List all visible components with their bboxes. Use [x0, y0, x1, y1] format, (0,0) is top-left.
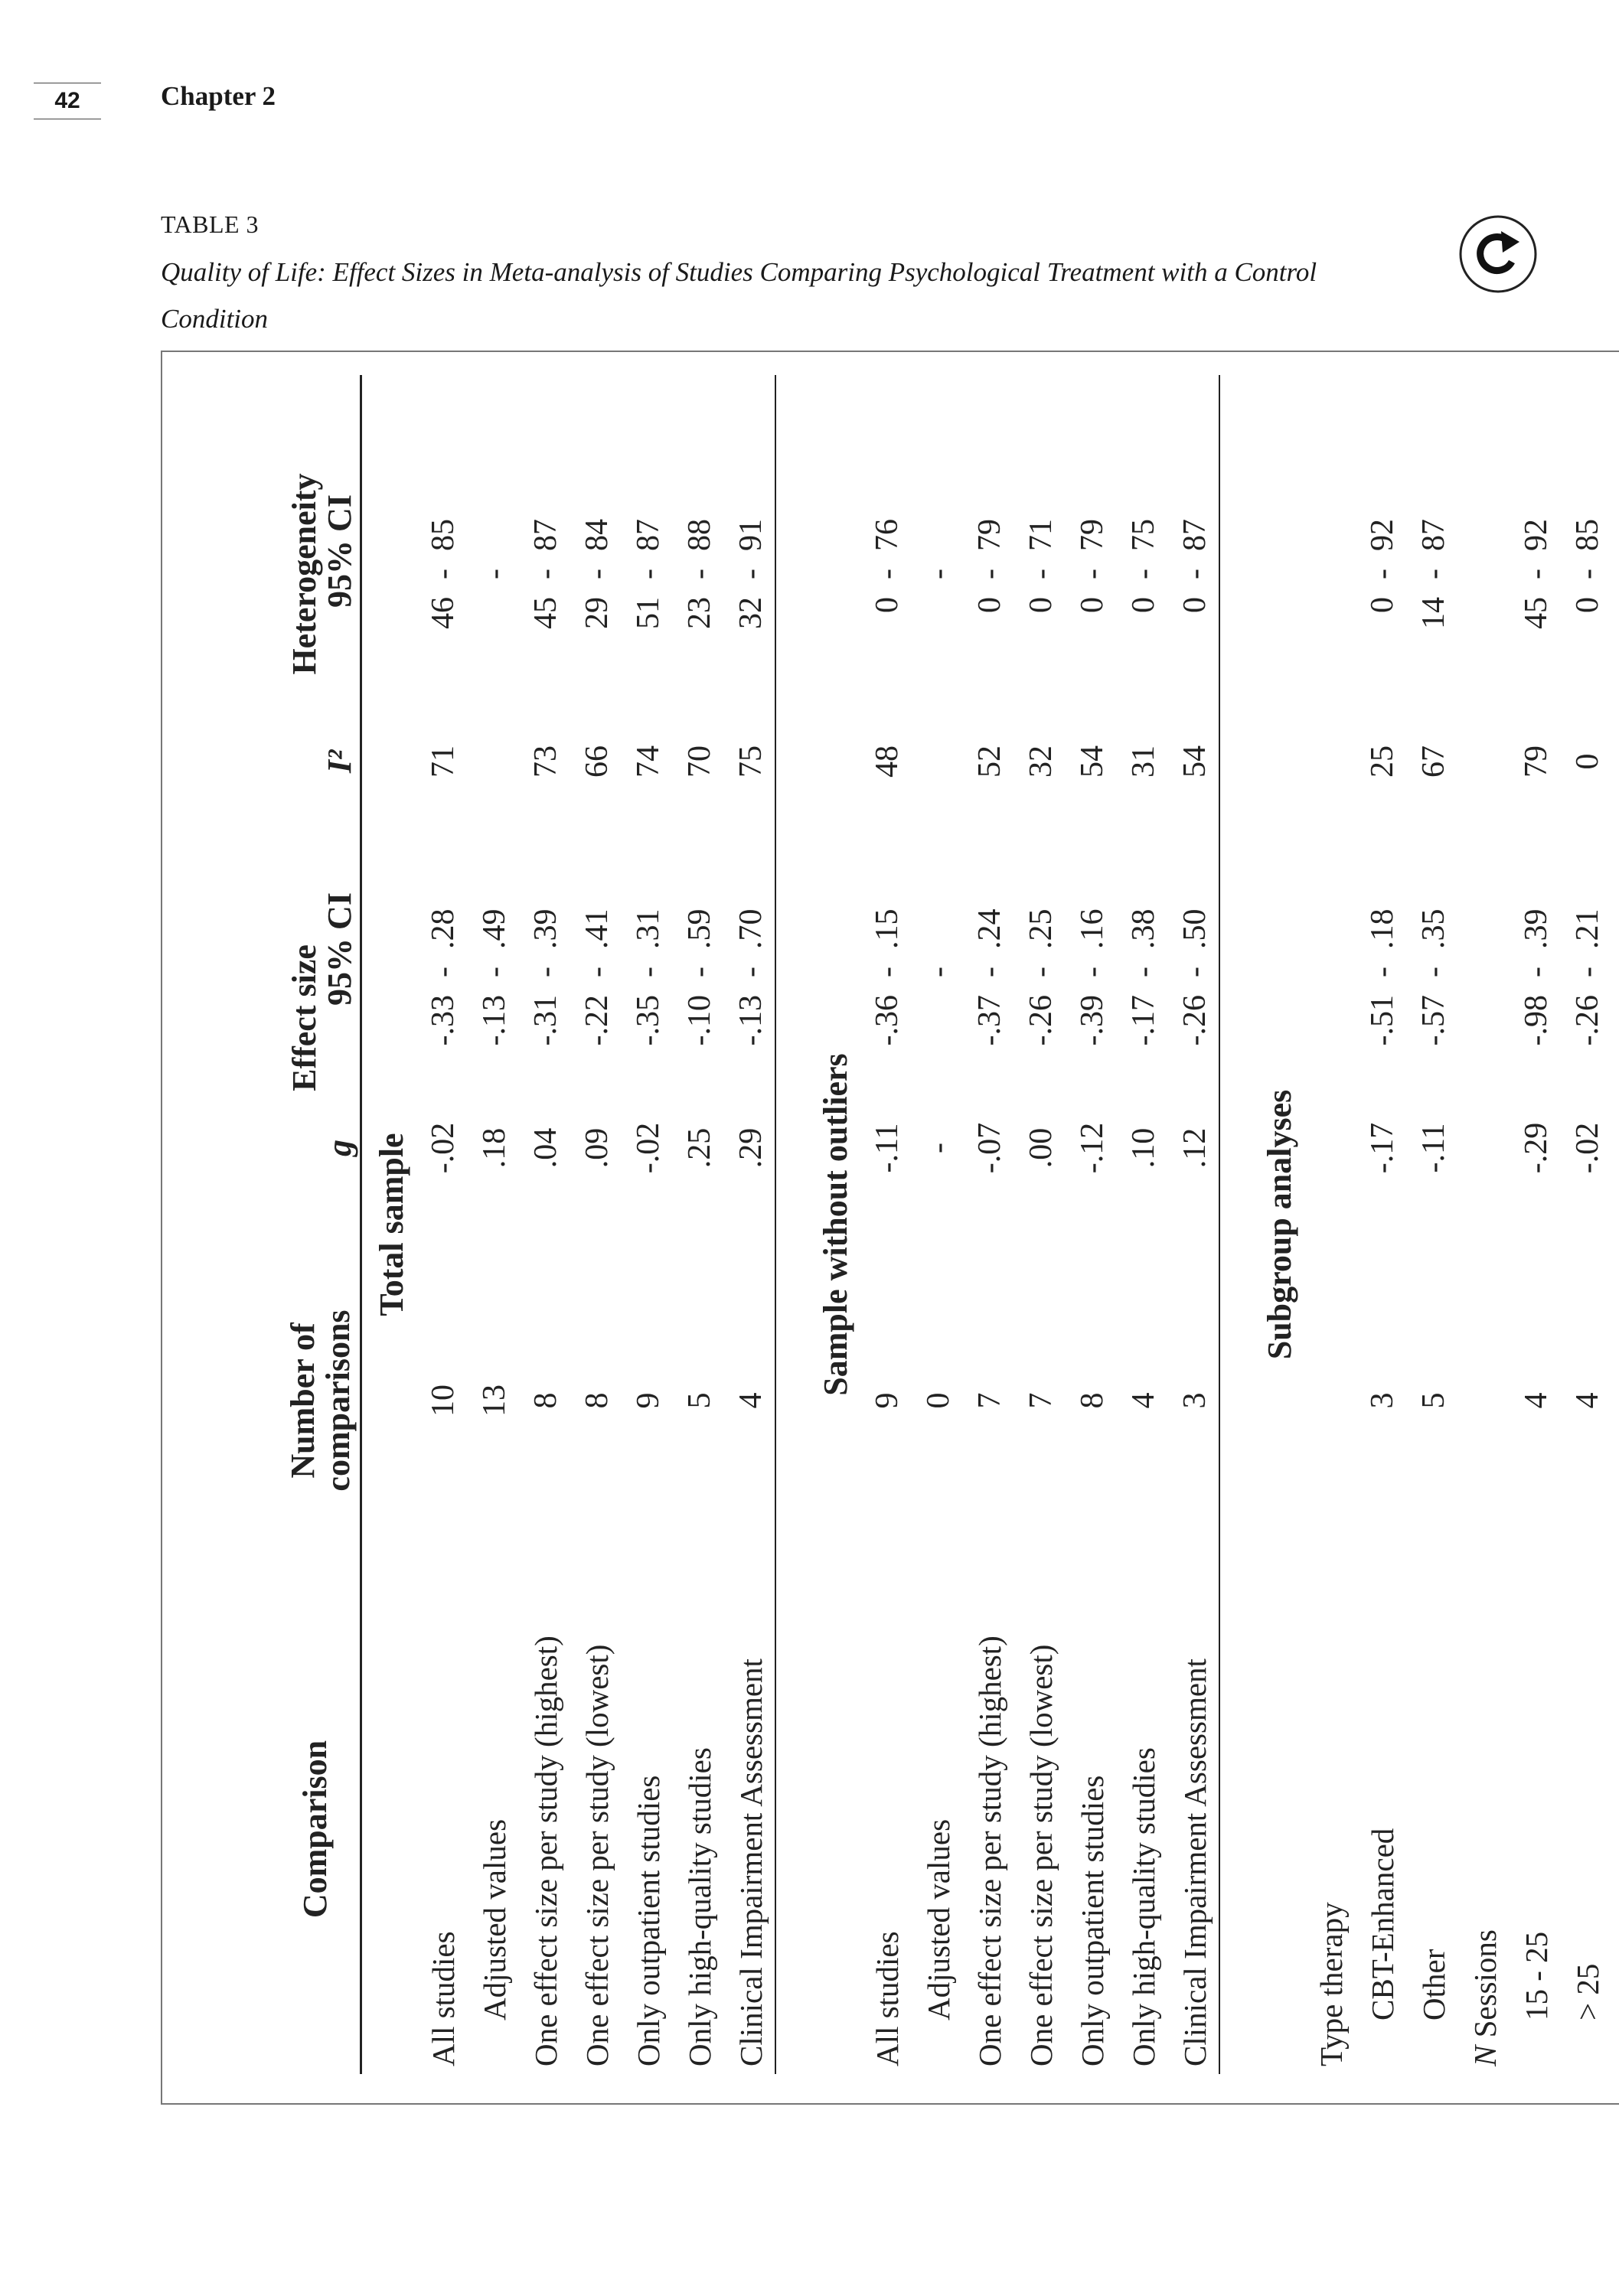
row-label: Adjusted values [921, 1818, 956, 2020]
cell-het-ci-hi: 87 [1177, 519, 1213, 551]
cell-het-ci-hi: 87 [1416, 519, 1451, 551]
het-ci-dash: - [1126, 569, 1161, 579]
cell-het-ci-hi: 92 [1365, 519, 1400, 551]
cell-i2: 71 [426, 745, 461, 778]
cell-g: -.11 [1416, 1123, 1451, 1173]
het-ci-dash: - [733, 569, 769, 579]
cell-g: .29 [733, 1127, 769, 1169]
cell-ci-lo: -.13 [477, 995, 512, 1046]
cell-het-ci-hi: 88 [682, 519, 717, 551]
cell-n: 4 [1519, 1392, 1554, 1409]
het-ci-dash: - [972, 569, 1007, 579]
ci-dash: - [1177, 967, 1213, 977]
het-ci-dash: - [682, 569, 717, 579]
chapter-heading: Chapter 2 [161, 81, 276, 111]
cell-ci-hi: .50 [1177, 908, 1213, 949]
cell-g: -.29 [1519, 1122, 1554, 1174]
row-label: Clinical Impairment Assessment [1177, 1658, 1213, 2066]
cell-i2: 48 [870, 745, 905, 778]
cell-n: 3 [1177, 1392, 1213, 1409]
cell-i2: 75 [733, 745, 769, 778]
row-label-rest: Sessions [1467, 1929, 1503, 2046]
cell-het-ci-lo: 0 [972, 597, 1007, 613]
cell-g: -.17 [1365, 1122, 1400, 1174]
het-ci-dash: - [1365, 569, 1400, 579]
cell-n: 5 [1416, 1392, 1451, 1409]
cell-ci-hi: .39 [1519, 908, 1554, 949]
cell-g: .00 [1023, 1127, 1059, 1169]
cell-i2: 25 [1365, 745, 1400, 778]
ci-dash: - [1023, 967, 1059, 977]
cell-ci-lo: -.51 [1365, 995, 1400, 1046]
cell-ci-hi: .59 [682, 908, 717, 949]
cell-het-ci-lo: 0 [1075, 597, 1110, 613]
cell-i2: 67 [1416, 745, 1451, 778]
ci-dash: - [972, 967, 1007, 977]
cell-het-ci-dash: - [921, 569, 956, 579]
cell-n: 8 [579, 1392, 615, 1409]
header-comparison: Comparison [296, 1740, 334, 1919]
ci-dash: - [733, 967, 769, 977]
cell-n: 3 [1365, 1392, 1400, 1409]
cell-n: 7 [972, 1392, 1007, 1409]
cell-n: 7 [1023, 1392, 1059, 1409]
cell-g: -.12 [1075, 1122, 1110, 1174]
cell-ci-lo: -.39 [1075, 995, 1110, 1046]
row-label: Only outpatient studies [1075, 1775, 1110, 2066]
cell-het-ci-hi: 75 [1126, 519, 1161, 551]
section-rule [1219, 375, 1220, 2074]
cell-het-ci-lo: 0 [1570, 597, 1605, 613]
cell-het-ci-lo: 46 [426, 597, 461, 629]
cell-ci-hi: .15 [870, 908, 905, 949]
cell-ci-hi: .41 [579, 908, 615, 949]
cell-i2: 70 [682, 745, 717, 778]
cell-ci-hi: .39 [528, 908, 563, 949]
row-label [1467, 1929, 1503, 2066]
cell-het-ci-lo: 14 [1416, 597, 1451, 629]
ci-dash: - [682, 967, 717, 977]
het-ci-dash: - [870, 569, 905, 579]
cell-n: 9 [631, 1392, 666, 1409]
cell-i2: 0 [1570, 753, 1605, 770]
cell-g: -.11 [870, 1123, 905, 1173]
cell-ci-hi: .31 [631, 908, 666, 949]
cell-g: .12 [1177, 1127, 1213, 1169]
header-number-of: Number of [284, 1322, 322, 1479]
cell-i2: 66 [579, 745, 615, 778]
het-ci-dash: - [1075, 569, 1110, 579]
ci-dash: - [1075, 967, 1110, 977]
cell-het-ci-hi: 79 [972, 519, 1007, 551]
cell-het-ci-dash: - [477, 569, 512, 579]
cell-ci-dash: - [921, 967, 956, 977]
cell-n: 5 [682, 1392, 717, 1409]
cell-het-ci-hi: 79 [1075, 519, 1110, 551]
header-rule [360, 375, 362, 2074]
cell-ci-lo: -.26 [1570, 995, 1605, 1046]
ci-dash: - [1365, 967, 1400, 977]
cell-g: .10 [1126, 1127, 1161, 1169]
section-title: Subgroup analyses [1261, 1089, 1298, 1360]
cell-i2: 52 [972, 745, 1007, 778]
cell-het-ci-hi: 91 [733, 519, 769, 551]
cell-ci-hi: .28 [426, 908, 461, 949]
cell-g: -.02 [426, 1122, 461, 1174]
cell-g: .18 [477, 1127, 512, 1169]
cell-n: 4 [733, 1392, 769, 1409]
ci-dash: - [477, 967, 512, 977]
cell-g: -.07 [972, 1122, 1007, 1174]
cell-n: 4 [1570, 1392, 1605, 1409]
cell-het-ci-lo: 29 [579, 597, 615, 629]
cell-i2: 79 [1519, 745, 1554, 778]
row-label: Only outpatient studies [631, 1775, 666, 2066]
ci-dash: - [1416, 967, 1451, 977]
cell-g: -.02 [1570, 1122, 1605, 1174]
het-ci-dash: - [631, 569, 666, 579]
ci-dash: - [1126, 967, 1161, 977]
het-ci-dash: - [1519, 569, 1554, 579]
cell-ci-lo: -.57 [1416, 995, 1451, 1046]
row-label: > 25 [1570, 1963, 1605, 2020]
cell-n: 9 [870, 1392, 905, 1409]
cell-ci-hi: .21 [1570, 908, 1605, 949]
section-rule [775, 375, 776, 2074]
cell-ci-hi: .35 [1416, 908, 1451, 949]
cell-g: -.02 [631, 1122, 666, 1174]
cell-i2: 31 [1126, 745, 1161, 778]
het-ci-dash: - [1416, 569, 1451, 579]
cell-ci-hi: .49 [477, 908, 512, 949]
cell-ci-lo: -.37 [972, 995, 1007, 1046]
het-ci-dash: - [1023, 569, 1059, 579]
table-caption: Quality of Life: Effect Sizes in Meta-analysis of Studies Comparing Psychological Treatment with a Control Condition [161, 257, 1317, 334]
cell-het-ci-lo: 23 [682, 597, 717, 629]
row-label: Only high-quality studies [682, 1747, 717, 2066]
cell-ci-hi: .16 [1075, 908, 1110, 949]
cell-het-ci-hi: 71 [1023, 519, 1059, 551]
cell-het-ci-hi: 87 [528, 519, 563, 551]
het-ci-dash: - [528, 569, 563, 579]
cell-ci-lo: -.31 [528, 995, 563, 1046]
ci-dash: - [631, 967, 666, 977]
header-i2: I² [321, 749, 358, 774]
table-label: TABLE 3 [161, 210, 259, 238]
header-het-ci: 95% CI [321, 494, 358, 608]
ci-dash: - [1519, 967, 1554, 977]
header-effect-size: Effect size [286, 944, 323, 1091]
cell-het-ci-lo: 0 [1023, 597, 1059, 613]
het-ci-dash: - [1177, 569, 1213, 579]
cell-het-ci-hi: 85 [1570, 519, 1605, 551]
cell-i2: 32 [1023, 745, 1059, 778]
cell-het-ci-lo: 0 [1177, 597, 1213, 613]
cell-het-ci-hi: 85 [426, 519, 461, 551]
cell-het-ci-lo: 51 [631, 597, 666, 629]
het-ci-dash: - [1570, 569, 1605, 579]
cell-het-ci-hi: 87 [631, 519, 666, 551]
row-label: CBT-Enhanced [1365, 1828, 1400, 2020]
cell-ci-lo: -.36 [870, 995, 905, 1046]
ci-dash: - [426, 967, 461, 977]
section-title: Sample without outliers [817, 1053, 854, 1396]
cell-i2: 73 [528, 745, 563, 778]
cell-n: 8 [1075, 1392, 1110, 1409]
cell-n: 10 [426, 1384, 461, 1417]
row-label: Type therapy [1314, 1902, 1349, 2066]
cell-het-ci-lo: 45 [1519, 597, 1554, 629]
cell-ci-lo: -.35 [631, 995, 666, 1046]
row-label: One effect size per study (highest) [528, 1636, 563, 2066]
het-ci-dash: - [579, 569, 615, 579]
cell-ci-lo: -.98 [1519, 995, 1554, 1046]
row-label: Clinical Impairment Assessment [733, 1658, 769, 2066]
cell-het-ci-hi: 76 [870, 519, 905, 551]
cell-ci-hi: .38 [1126, 908, 1161, 949]
cell-ci-lo: -.22 [579, 995, 615, 1046]
cell-ci-hi: .24 [972, 908, 1007, 949]
cell-n: 8 [528, 1392, 563, 1409]
header-comparisons: comparisons [319, 1309, 357, 1492]
row-label: Adjusted values [477, 1818, 512, 2020]
page-number: 42 [34, 83, 101, 119]
cell-n: 13 [477, 1384, 512, 1417]
cell-ci-hi: .70 [733, 908, 769, 949]
cell-n: 4 [1126, 1392, 1161, 1409]
row-label: One effect size per study (highest) [972, 1636, 1007, 2066]
cell-het-ci-hi: 84 [579, 519, 615, 551]
cell-ci-lo: -.26 [1023, 995, 1059, 1046]
row-label-initial: N [1467, 2045, 1503, 2066]
cell-ci-lo: -.10 [682, 995, 717, 1046]
row-label: All studies [870, 1931, 905, 2066]
ci-dash: - [870, 967, 905, 977]
het-ci-dash: - [426, 569, 461, 579]
cell-het-ci-lo: 0 [1126, 597, 1161, 613]
cell-het-ci-lo: 32 [733, 597, 769, 629]
cell-het-ci-hi: 92 [1519, 519, 1554, 551]
cell-g: .25 [682, 1127, 717, 1169]
cell-i2: 54 [1075, 745, 1110, 778]
ci-dash: - [579, 967, 615, 977]
cell-ci-lo: -.26 [1177, 995, 1213, 1046]
cell-het-ci-lo: 0 [1365, 597, 1400, 613]
cell-ci-hi: .25 [1023, 908, 1059, 949]
cell-g: .09 [579, 1127, 615, 1169]
cell-het-ci-lo: 0 [870, 597, 905, 613]
row-label: One effect size per study (lowest) [579, 1644, 615, 2066]
cell-i2: 54 [1177, 745, 1213, 778]
header-g: g [321, 1140, 358, 1156]
row-label: One effect size per study (lowest) [1023, 1644, 1059, 2066]
cell-g: .04 [528, 1127, 563, 1169]
cell-ci-lo: -.17 [1126, 995, 1161, 1046]
row-label: All studies [426, 1931, 461, 2066]
cell-ci-lo: -.13 [733, 995, 769, 1046]
cell-ci-hi: .18 [1365, 908, 1400, 949]
rotated-table [253, 352, 1619, 2074]
cell-het-ci-lo: 45 [528, 597, 563, 629]
row-label: 15 - 25 [1519, 1931, 1554, 2020]
cell-i2: 74 [631, 745, 666, 778]
rotate-clockwise-icon[interactable] [1458, 214, 1538, 294]
header-effect-ci: 95% CI [321, 892, 358, 1006]
section-title: Total sample [373, 1133, 410, 1316]
header-heterogeneity: Heterogeneity [286, 473, 323, 675]
cell-g: - [921, 1143, 956, 1153]
cell-ci-lo: -.33 [426, 995, 461, 1046]
cell-n: 0 [921, 1392, 956, 1409]
ci-dash: - [1570, 967, 1605, 977]
row-label: Only high-quality studies [1126, 1747, 1161, 2066]
ci-dash: - [528, 967, 563, 977]
row-label: Other [1416, 1949, 1451, 2020]
